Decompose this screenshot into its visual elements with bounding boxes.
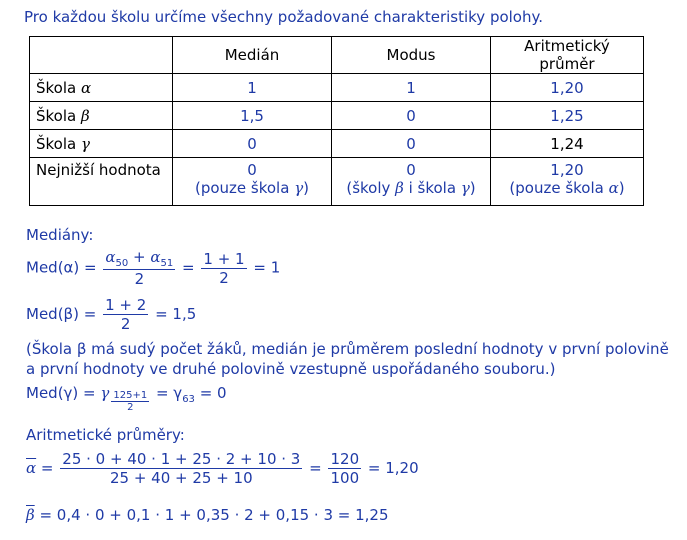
means-title: Aritmetické průměry: (26, 426, 185, 444)
table-row (30, 74, 644, 102)
table-header-row (30, 37, 644, 74)
header-mean: Aritmetický průměr (491, 37, 644, 74)
mean-alpha-fraction: $\frac{25 \cdot 0 + 40 \cdot 1 + 25 \cdot 2 + 10 \cdot 3}{25 + 40 + 25 + 10}$ (62, 450, 301, 487)
mean-cell: 1,25 (491, 102, 644, 130)
median-gamma-subfraction: $\frac{125+1}{2}$ (113, 390, 148, 413)
mean-cell: 1,20 (491, 74, 644, 102)
median-note-line1: (Škola β má sudý počet žáků, medián je průměrem poslední hodnoty v první polovině (26, 340, 669, 358)
median-beta-formula: Med(β) = $\frac{1 + 2}{2}$ = 1,5 (26, 296, 197, 333)
header-modus: Modus (332, 37, 491, 74)
median-alpha-formula: Med(α) = $\frac{\alpha_{50} + \alpha_{51}}{2}$ = $\frac{1 + 1}{2}$ = 1 (26, 248, 281, 288)
modus-cell: 0 (332, 102, 491, 130)
row-label: Škola β (30, 102, 173, 130)
mean-alpha-formula: $\overline{\alpha}$ = $\frac{25 \cdot 0 + 40 \cdot 1 + 25 \cdot 2 + 10 \cdot 3}{25 + 40 + 25 + 10}$ = $\frac{120}{100}$ = 1,20 (26, 450, 419, 487)
mean-cell: 1,24 (491, 130, 644, 158)
median-alpha-fraction: $\frac{\alpha_{50} + \alpha_{51}}{2}$ (105, 248, 174, 288)
medians-title: Mediány: (26, 226, 94, 244)
modus-cell: 1 (332, 74, 491, 102)
median-beta-fraction: $\frac{1 + 2}{2}$ (105, 296, 147, 333)
median-alpha-fraction-2: $\frac{1 + 1}{2}$ (203, 249, 245, 287)
intro-text: Pro každou školu určíme všechny požadované charakteristiky polohy. (24, 8, 543, 26)
median-gamma-formula: Med(γ) = γ $\frac{125+1}{2}$ = $\gamma_{63} = 0$ (26, 384, 227, 413)
median-cell: 1 (173, 74, 332, 102)
row-label: Škola α (30, 74, 173, 102)
median-cell: 0 (173, 130, 332, 158)
table-row-lowest (30, 158, 644, 206)
median-lowest-cell: 0 (pouze škola γ) (173, 158, 332, 206)
mean-beta-formula: $\overline{\beta} = 0,4 \cdot 0 + 0,1 \cdot 1 + 0,35 \cdot 2 + 0,15 \cdot 3 = 1,25$ (26, 506, 389, 524)
mean-lowest-cell: 1,20 (pouze škola α) (491, 158, 644, 206)
mean-alpha-fraction-2: $\frac{120}{100}$ (330, 450, 360, 487)
header-empty (30, 37, 173, 74)
table-row (30, 130, 644, 158)
modus-lowest-cell: 0 (školy β i škola γ) (332, 158, 491, 206)
characteristics-table (29, 36, 644, 206)
modus-cell: 0 (332, 130, 491, 158)
median-cell: 1,5 (173, 102, 332, 130)
header-median: Medián (173, 37, 332, 74)
row-label: Škola γ (30, 130, 173, 158)
median-note-line2: a první hodnoty ve druhé polovině vzestupně uspořádaného souboru.) (26, 360, 556, 378)
table-row (30, 102, 644, 130)
row-label: Nejnižší hodnota (30, 158, 173, 206)
